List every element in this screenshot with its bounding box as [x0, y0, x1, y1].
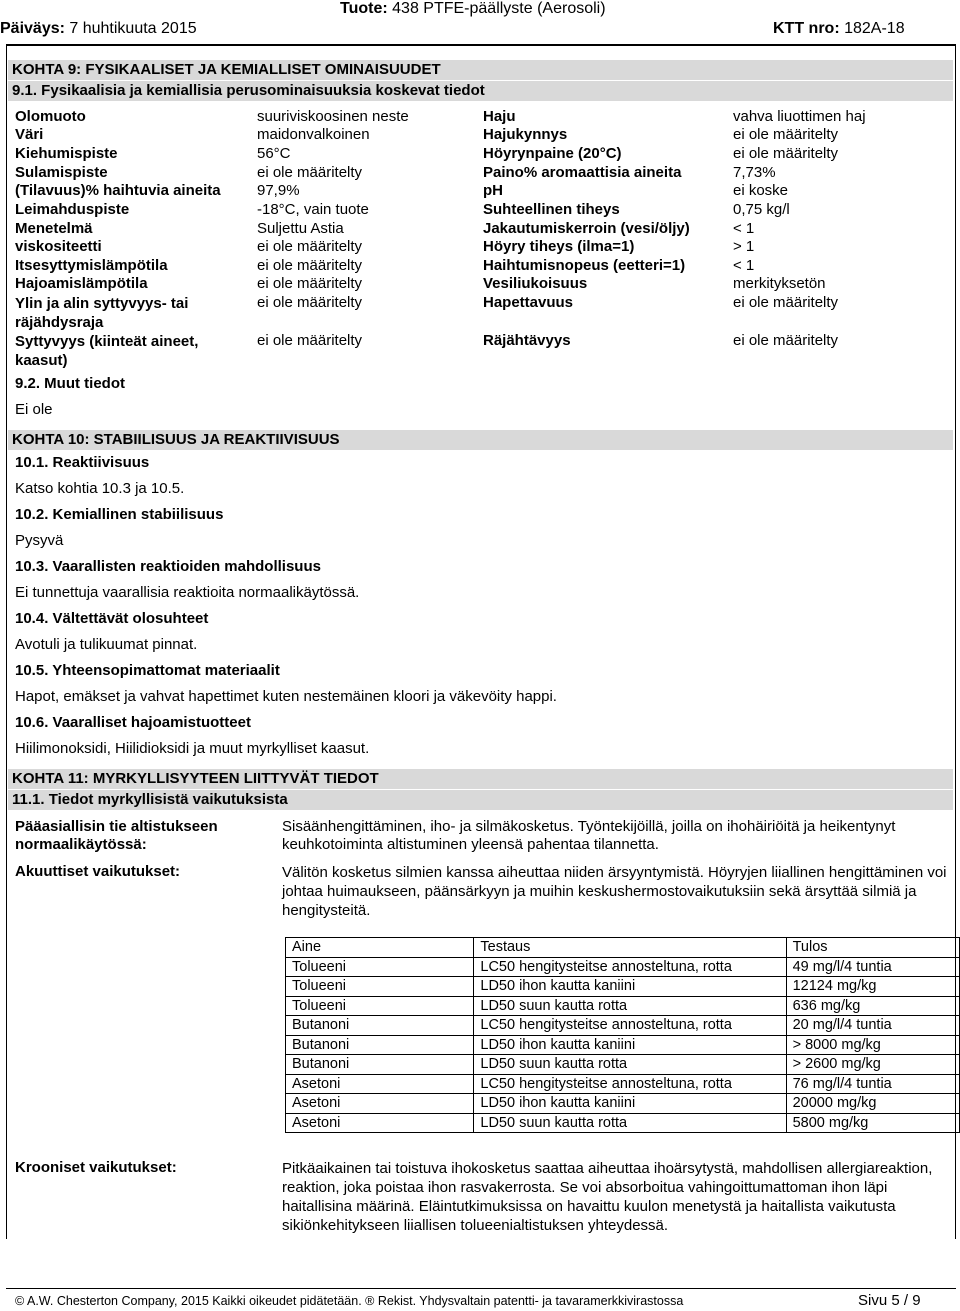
property-value: 97,9%	[257, 182, 300, 199]
property-label: Itsesyttymislämpötila	[15, 257, 168, 274]
table-cell: Butanoni	[286, 1035, 474, 1055]
table-cell: LD50 ihon kautta kaniini	[474, 1094, 786, 1114]
table-row	[286, 1094, 960, 1114]
subsection-title: 10.2. Kemiallinen stabiilisuus	[15, 506, 224, 523]
property-value: -18°C, vain tuote	[257, 201, 369, 218]
table-cell: 76 mg/l/4 tuntia	[786, 1074, 959, 1094]
table-cell: Tolueeni	[286, 957, 474, 977]
property-label: (Tilavuus)% haihtuvia aineita	[15, 182, 221, 199]
property-value: ei ole määritelty	[257, 257, 363, 274]
subsection-text: Ei tunnettuja vaarallisia reaktioita normaalikäytössä.	[15, 584, 360, 601]
property-value: 7,73%	[733, 164, 776, 181]
acute-text: Välitön kosketus silmien kanssa aiheuttaa niiden ärsyyntymistä. Höyryjen liiallinen hengittäminen voi johtaa huimaukseen, päänsärkyyn ja muihin keskushermostovaikutuksiin sekä ärsyttää silmiä ja hengitysteitä.	[282, 864, 947, 919]
property-label: Leimahduspiste	[15, 201, 130, 218]
property-value: maidonvalkoinen	[257, 126, 370, 143]
table-header-cell: Tulos	[786, 938, 959, 958]
section11-1-title: 11.1. Tiedot myrkyllisistä vaikutuksista	[8, 790, 953, 810]
property-label: Hajukynnys	[483, 126, 568, 143]
property-value: < 1	[733, 220, 755, 237]
table-cell: > 2600 mg/kg	[786, 1055, 959, 1075]
table-header-cell: Testaus	[474, 938, 786, 958]
header-rule	[6, 44, 956, 46]
table-row	[286, 996, 960, 1016]
footer-copyright: © A.W. Chesterton Company, 2015 Kaikki oikeudet pidätetään. ® Rekist. Yhdysvaltain patentti- ja tavaramerkkivirastossa	[15, 1294, 684, 1308]
property-value: ei ole määritelty	[733, 294, 839, 311]
property-label: Ylin ja alin syttyvyys- tai räjähdysraja	[15, 295, 189, 331]
subsection-text: Avotuli ja tulikuumat pinnat.	[15, 636, 198, 653]
property-value: ei ole määritelty	[733, 126, 839, 143]
ktt-label: KTT nro:	[773, 20, 840, 37]
property-label: Suhteellinen tiheys	[483, 201, 620, 218]
property-label: Vesiliukoisuus	[483, 275, 588, 292]
table-cell: Asetoni	[286, 1074, 474, 1094]
date-value: 7 huhtikuuta 2015	[69, 20, 197, 37]
property-value: > 1	[733, 238, 755, 255]
property-label: Menetelmä	[15, 220, 93, 237]
section9-1-title: 9.1. Fysikaalisia ja kemiallisia perusominaisuuksia koskevat tiedot	[8, 81, 953, 101]
property-value: ei ole määritelty	[733, 332, 839, 349]
ktt-value: 182A-18	[844, 20, 905, 37]
table-row	[286, 977, 960, 997]
date-label: Päiväys:	[0, 20, 65, 37]
table-cell: Tolueeni	[286, 996, 474, 1016]
property-value: 0,75 kg/l	[733, 201, 790, 218]
table-cell: LC50 hengitysteitse annosteltuna, rotta	[474, 1074, 786, 1094]
table-row	[286, 957, 960, 977]
section9-2-title: 9.2. Muut tiedot	[15, 375, 125, 392]
section10-title: KOHTA 10: STABIILISUUS JA REAKTIIVISUUS	[8, 430, 953, 450]
property-value: ei ole määritelty	[733, 145, 839, 162]
table-cell: LD50 ihon kautta kaniini	[474, 1035, 786, 1055]
property-value: < 1	[733, 257, 755, 274]
property-label: Hapettavuus	[483, 294, 574, 311]
table-row	[286, 1074, 960, 1094]
subsection-text: Hiilimonoksidi, Hiilidioksidi ja muut myrkylliset kaasut.	[15, 740, 370, 757]
toxicity-table	[285, 937, 960, 1133]
property-label: Haju	[483, 108, 516, 125]
table-header-row	[286, 938, 960, 958]
table-cell: Butanoni	[286, 1016, 474, 1036]
table-cell: 20 mg/l/4 tuntia	[786, 1016, 959, 1036]
table-row	[286, 1035, 960, 1055]
subsection-title: 10.3. Vaarallisten reaktioiden mahdollisuus	[15, 558, 321, 575]
property-value: vahva liuottimen haj	[733, 108, 866, 125]
table-cell: 636 mg/kg	[786, 996, 959, 1016]
property-value: ei ole määritelty	[257, 275, 363, 292]
acute-label: Akuuttiset vaikutukset:	[15, 863, 181, 880]
product-title	[340, 0, 606, 18]
property-label: Kiehumispiste	[15, 145, 118, 162]
property-value: ei ole määritelty	[257, 294, 363, 311]
ktt-header	[773, 20, 905, 38]
table-cell: 12124 mg/kg	[786, 977, 959, 997]
exposure-label: Pääasiallisin tie altistukseen normaalikäytössä:	[15, 818, 218, 853]
section9-2-text: Ei ole	[15, 401, 53, 418]
exposure-text: Sisäänhengittäminen, iho- ja silmäkosketus. Työntekijöillä, joilla on ihohäiriöitä ja heikentynyt keuhkotoiminta altistuminen yleensä pahentaa tilannetta.	[282, 818, 896, 853]
product-label: Tuote:	[340, 0, 388, 17]
property-label: Höyrynpaine (20°C)	[483, 145, 622, 162]
section9-title: KOHTA 9: FYSIKAALISET JA KEMIALLISET OMINAISUUDET	[8, 60, 953, 80]
property-label: Paino% aromaattisia aineita	[483, 164, 682, 181]
subsection-text: Pysyvä	[15, 532, 64, 549]
table-cell: LD50 suun kautta rotta	[474, 996, 786, 1016]
table-cell: LD50 suun kautta rotta	[474, 1055, 786, 1075]
subsection-text: Hapot, emäkset ja vahvat hapettimet kuten nestemäinen kloori ja väkevöity happi.	[15, 688, 557, 705]
table-header-cell: Aine	[286, 938, 474, 958]
left-frame	[6, 44, 7, 1239]
table-cell: Asetoni	[286, 1094, 474, 1114]
property-label: viskositeetti	[15, 238, 102, 255]
table-cell: Asetoni	[286, 1113, 474, 1133]
property-label: pH	[483, 182, 503, 199]
table-cell: 5800 mg/kg	[786, 1113, 959, 1133]
date-header	[0, 20, 197, 38]
property-value: ei ole määritelty	[257, 332, 363, 349]
property-label: Hajoamislämpötila	[15, 275, 148, 292]
table-cell: 20000 mg/kg	[786, 1094, 959, 1114]
property-label: Olomuoto	[15, 108, 86, 125]
property-label: Haihtumisnopeus (eetteri=1)	[483, 257, 686, 274]
table-cell: LD50 suun kautta rotta	[474, 1113, 786, 1133]
property-label: Jakautumiskerroin (vesi/öljy)	[483, 220, 690, 237]
product-value: 438 PTFE-päällyste (Aerosoli)	[392, 0, 606, 17]
subsection-title: 10.5. Yhteensopimattomat materiaalit	[15, 662, 280, 679]
property-value: ei ole määritelty	[257, 238, 363, 255]
table-cell: 49 mg/l/4 tuntia	[786, 957, 959, 977]
property-value: ei koske	[733, 182, 789, 199]
property-label: Höyry tiheys (ilma=1)	[483, 238, 635, 255]
property-value: merkityksetön	[733, 275, 826, 292]
subsection-title: 10.4. Vältettävät olosuhteet	[15, 610, 209, 627]
property-label: Sulamispiste	[15, 164, 108, 181]
subsection-title: 10.1. Reaktiivisuus	[15, 454, 150, 471]
property-value: suuriviskoosinen neste	[257, 108, 409, 125]
table-row	[286, 1055, 960, 1075]
table-cell: LC50 hengitysteitse annosteltuna, rotta	[474, 1016, 786, 1036]
table-cell: LC50 hengitysteitse annosteltuna, rotta	[474, 957, 786, 977]
table-cell: LD50 ihon kautta kaniini	[474, 977, 786, 997]
chronic-label: Krooniset vaikutukset:	[15, 1159, 177, 1176]
table-cell: Butanoni	[286, 1055, 474, 1075]
property-label: Syttyvyys (kiinteät aineet, kaasut)	[15, 333, 199, 369]
chronic-text: Pitkäaikainen tai toistuva ihokosketus saattaa aiheuttaa ihoärsytystä, mahdollisen allergiareaktion, reaktion, joka poistaa ihon rasvakerrosta. Se voi absorboitua vahingoittumattoman ihon läpi haitallisina määrinä. Eläintutkimuksissa on havaittu kuulon menetystä ja haitallista vaikutusta sikiönkehitykseen liiallisen tolueenialtistuksen yhteydessä.	[282, 1160, 933, 1234]
table-row	[286, 1016, 960, 1036]
subsection-title: 10.6. Vaaralliset hajoamistuotteet	[15, 714, 251, 731]
property-label: Väri	[15, 126, 44, 143]
section11-title: KOHTA 11: MYRKYLLISYYTEEN LIITTYVÄT TIEDOT	[8, 769, 953, 789]
footer-rule	[6, 1288, 956, 1289]
property-value: 56°C	[257, 145, 291, 162]
property-value: ei ole määritelty	[257, 164, 363, 181]
table-row	[286, 1113, 960, 1133]
table-cell: > 8000 mg/kg	[786, 1035, 959, 1055]
subsection-text: Katso kohtia 10.3 ja 10.5.	[15, 480, 185, 497]
property-label: Räjähtävyys	[483, 332, 571, 349]
property-value: Suljettu Astia	[257, 220, 344, 237]
table-cell: Tolueeni	[286, 977, 474, 997]
footer-page: Sivu 5 / 9	[858, 1292, 921, 1309]
